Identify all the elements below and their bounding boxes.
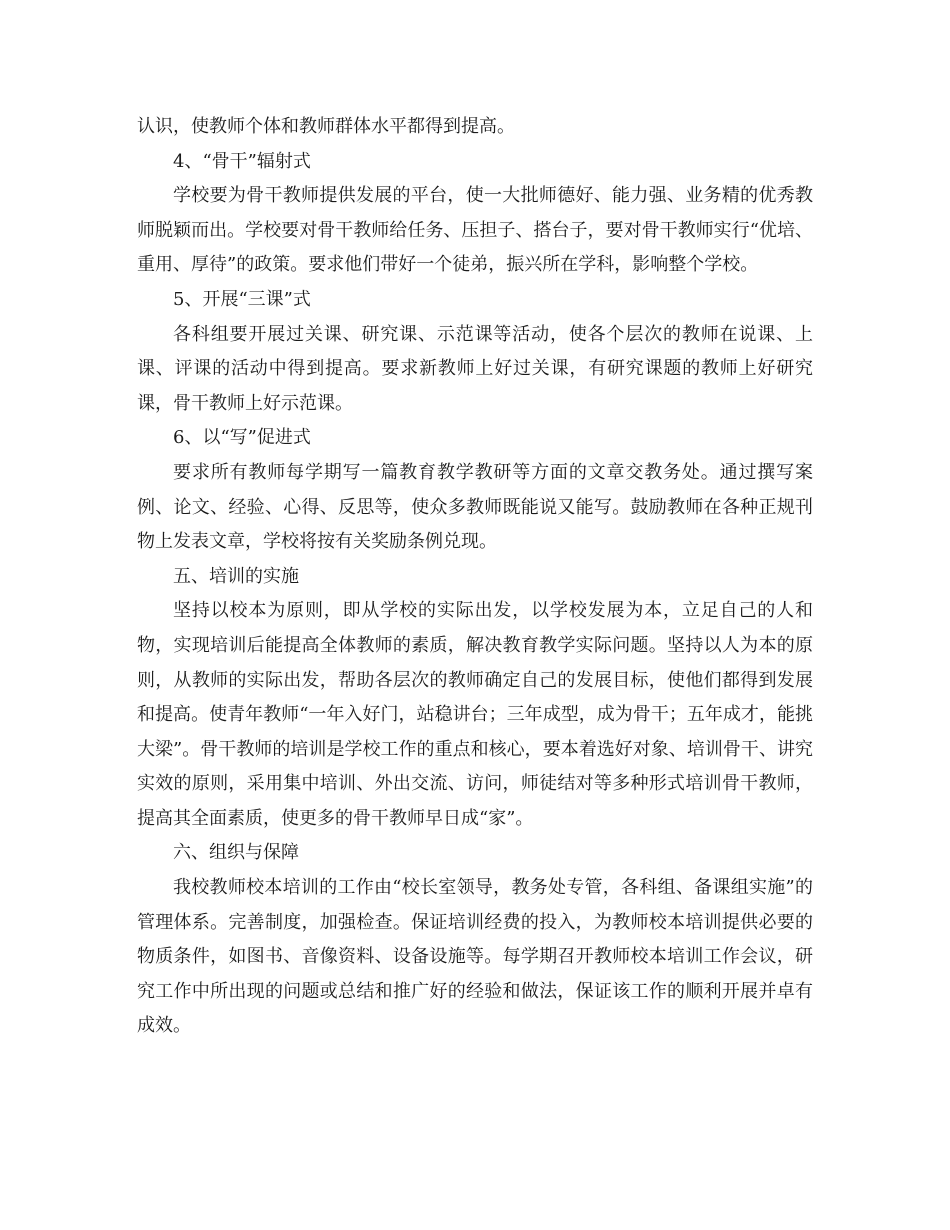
paragraph-writing: 要求所有教师每学期写一篇教育教学教研等方面的文章交教务处。通过撰写案例、论文、经验、心得、反思等，使众多教师既能说又能写。鼓励教师在各种正规刊物上发表文章，学校将按有关奖励条例兑现。 <box>137 461 813 553</box>
section-heading-implementation: 五、培训的实施 <box>173 565 299 587</box>
paragraph-backbone-teachers: 学校要为骨干教师提供发展的平台，使一大批师德好、能力强、业务精的优秀教师脱颖而出。学校要对骨干教师给任务、压担子、搭台子，要对骨干教师实行“优培、重用、厚待”的政策。要求他们带好一个徒弟，振兴所在学科，影响整个学校。 <box>137 185 813 276</box>
paragraph-organization: 我校教师校本培训的工作由“校长室领导，教务处专管，各科组、备课组实施”的管理体系。完善制度，加强检查。保证培训经费的投入，为教师校本培训提供必要的物质条件，如图书、音像资料、设备设施等。每学期召开教师校本培训工作会议，研究工作中所出现的问题或总结和推广好的经验和做法，保证该工作的顺利开展并卓有成效。 <box>137 877 813 1037</box>
section-heading-4: 4、“骨干”辐射式 <box>173 150 311 172</box>
document-body <box>137 110 813 1044</box>
paragraph-implementation: 坚持以校本为原则，即从学校的实际出发，以学校发展为本，立足自己的人和物，实现培训后能提高全体教师的素质，解决教育教学实际问题。坚持以人为本的原则，从教师的实际出发，帮助各层次的教师确定自己的发展目标，使他们都得到发展和提高。使青年教师“一年入好门，站稳讲台；三年成型，成为骨干；五年成才，能挑大梁”。骨干教师的培训是学校工作的重点和核心，要本着选好对象、培训骨干、讲究实效的原则，采用集中培训、外出交流、访问，师徒结对等多种形式培训骨干教师，提高其全面素质，使更多的骨干教师早日成“家”。 <box>137 600 813 829</box>
section-heading-5: 5、开展“三课”式 <box>173 288 311 310</box>
paragraph-continuation: 认识，使教师个体和教师群体水平都得到提高。 <box>137 116 515 137</box>
section-heading-organization: 六、组织与保障 <box>173 842 299 864</box>
paragraph-three-lessons: 各科组要开展过关课、研究课、示范课等活动，使各个层次的教师在说课、上课、评课的活动中得到提高。要求新教师上好过关课，有研究课题的教师上好研究课，骨干教师上好示范课。 <box>137 323 813 414</box>
section-heading-6: 6、以“写”促进式 <box>173 427 311 449</box>
